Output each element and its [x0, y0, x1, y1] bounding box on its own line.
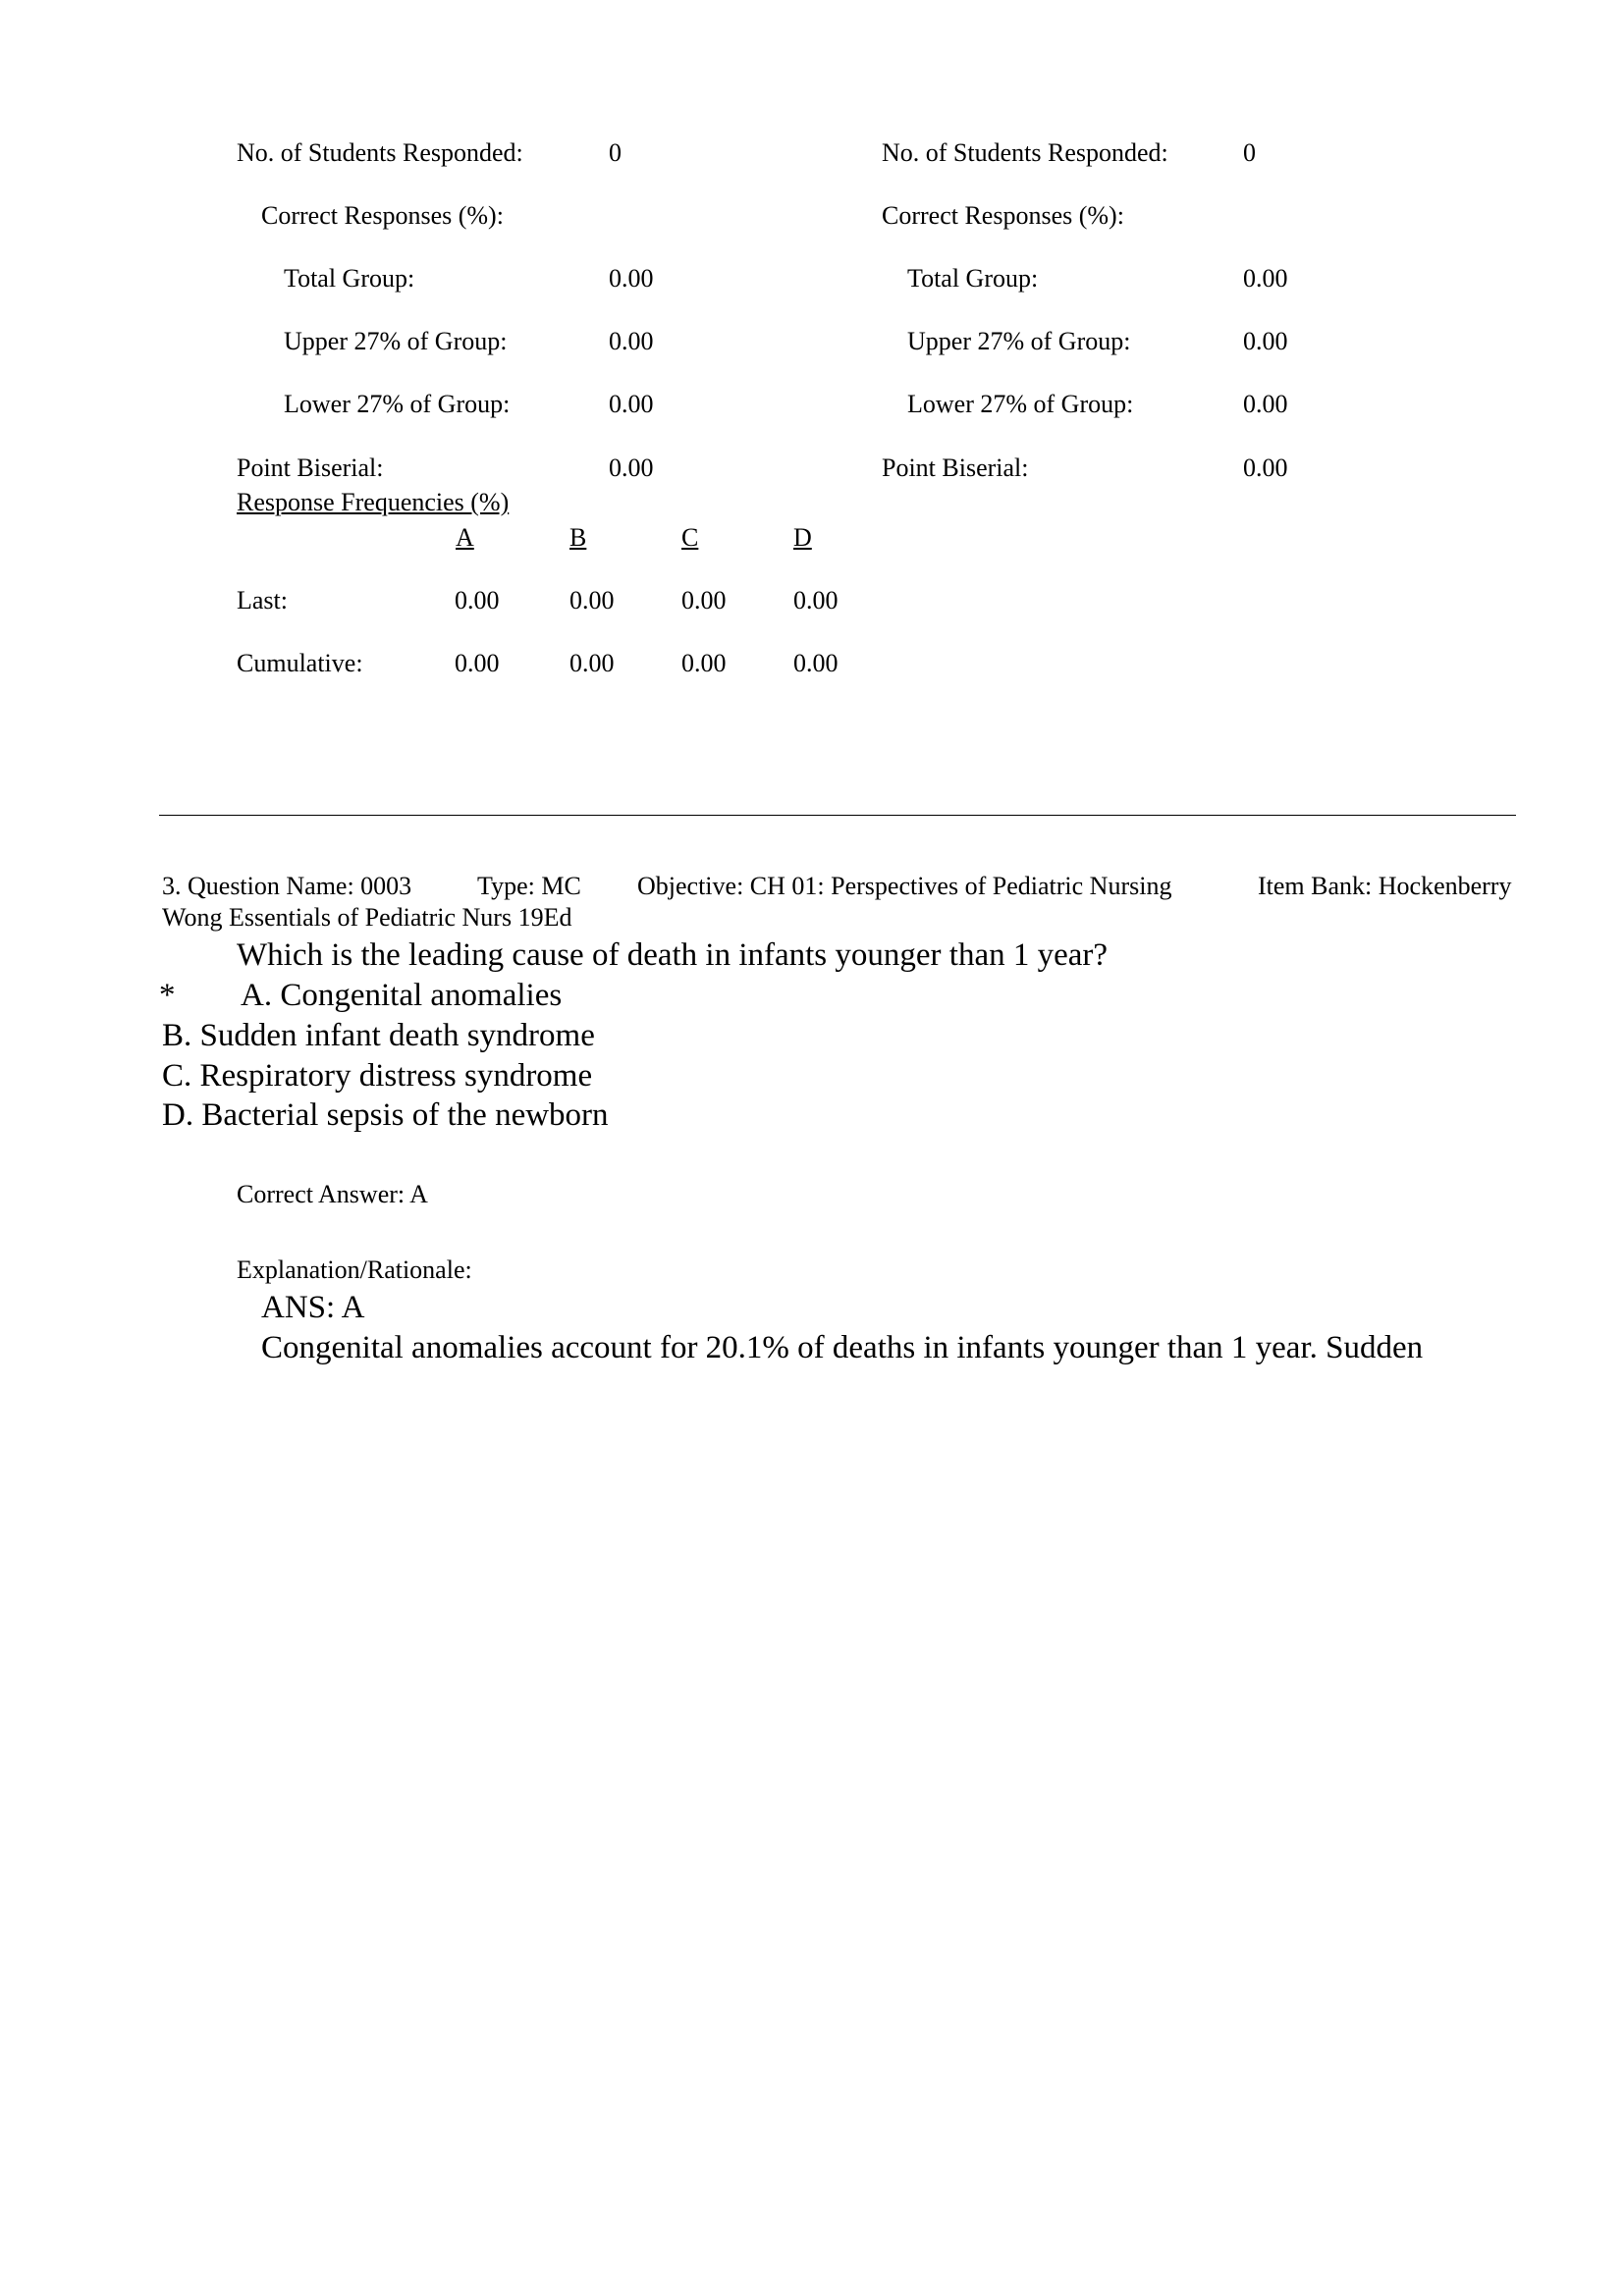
question-name: 3. Question Name: 0003	[162, 872, 412, 900]
left-total-label: Total Group:	[284, 264, 415, 293]
explanation-label: Explanation/Rationale:	[237, 1255, 472, 1284]
left-students-value: 0	[609, 138, 622, 167]
right-biserial-label: Point Biserial:	[882, 454, 1029, 482]
left-biserial-value: 0.00	[609, 454, 654, 482]
right-lower-label: Lower 27% of Group:	[907, 390, 1134, 418]
left-correct-label: Correct Responses (%):	[261, 201, 504, 230]
left-lower-label: Lower 27% of Group:	[284, 390, 511, 418]
freq-header-b: B	[569, 523, 587, 552]
freq-header-d: D	[793, 523, 812, 552]
right-total-label: Total Group:	[907, 264, 1039, 293]
correct-answer: Correct Answer: A	[237, 1180, 428, 1208]
freq-header-a: A	[456, 523, 474, 552]
option-c: C. Respiratory distress syndrome	[162, 1058, 593, 1094]
left-lower-value: 0.00	[609, 390, 654, 418]
left-total-value: 0.00	[609, 264, 654, 293]
freq-cumulative-label: Cumulative:	[237, 649, 363, 677]
left-upper-value: 0.00	[609, 327, 654, 355]
left-biserial-label: Point Biserial:	[237, 454, 384, 482]
freq-last-c: 0.00	[681, 586, 727, 614]
freq-last-d: 0.00	[793, 586, 839, 614]
freq-cumulative-d: 0.00	[793, 649, 839, 677]
separator-rule	[159, 815, 1516, 816]
right-lower-value: 0.00	[1243, 390, 1288, 418]
right-upper-value: 0.00	[1243, 327, 1288, 355]
left-students-label: No. of Students Responded:	[237, 138, 523, 167]
right-upper-label: Upper 27% of Group:	[907, 327, 1131, 355]
freq-cumulative-a: 0.00	[455, 649, 500, 677]
right-students-value: 0	[1243, 138, 1256, 167]
option-a: A. Congenital anomalies	[241, 978, 563, 1013]
question-objective: Objective: CH 01: Perspectives of Pediatric Nursing	[637, 872, 1172, 900]
frequencies-title: Response Frequencies (%)	[237, 488, 510, 516]
freq-cumulative-b: 0.00	[569, 649, 615, 677]
left-upper-label: Upper 27% of Group:	[284, 327, 508, 355]
correct-marker: *	[159, 978, 176, 1013]
question-item-bank-continued: Wong Essentials of Pediatric Nurs 19Ed	[162, 903, 572, 932]
freq-last-label: Last:	[237, 586, 288, 614]
right-correct-label: Correct Responses (%):	[882, 201, 1124, 230]
right-biserial-value: 0.00	[1243, 454, 1288, 482]
freq-cumulative-c: 0.00	[681, 649, 727, 677]
freq-last-b: 0.00	[569, 586, 615, 614]
option-d: D. Bacterial sepsis of the newborn	[162, 1097, 609, 1133]
answer-key: ANS: A	[261, 1290, 365, 1325]
freq-header-c: C	[681, 523, 699, 552]
option-b: B. Sudden infant death syndrome	[162, 1018, 595, 1053]
right-students-label: No. of Students Responded:	[882, 138, 1168, 167]
question-type: Type: MC	[477, 872, 581, 900]
question-item-bank: Item Bank: Hockenberry	[1258, 872, 1512, 900]
rationale-text: Congenital anomalies account for 20.1% of deaths in infants younger than 1 year. Sudden	[261, 1330, 1424, 1365]
right-total-value: 0.00	[1243, 264, 1288, 293]
question-stem: Which is the leading cause of death in infants younger than 1 year?	[237, 937, 1109, 973]
freq-last-a: 0.00	[455, 586, 500, 614]
